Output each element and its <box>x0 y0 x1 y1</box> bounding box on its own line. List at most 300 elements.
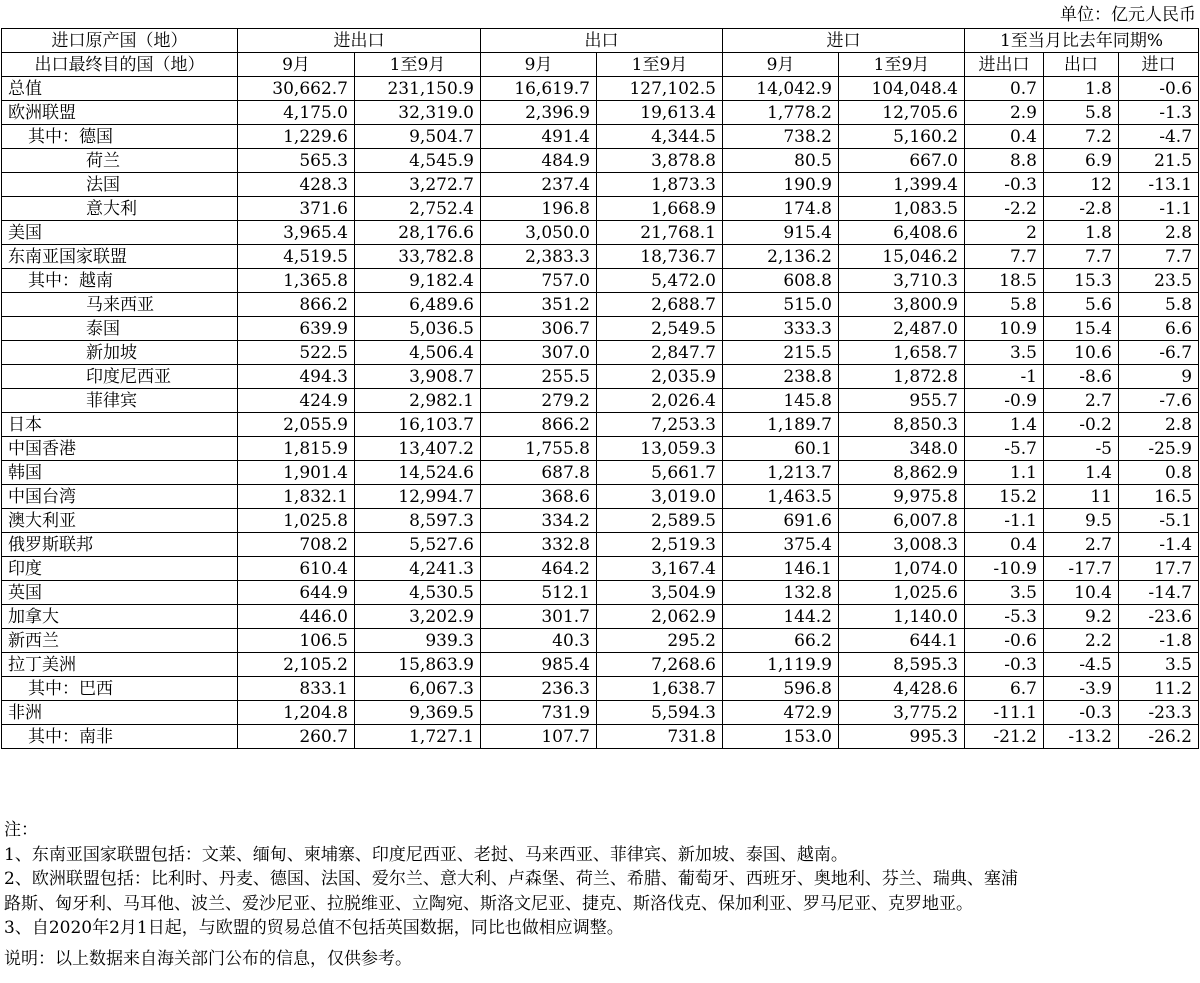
header-trade-ytd: 1至9月 <box>355 53 481 77</box>
cell-import-ytd: 1,658.7 <box>839 341 965 365</box>
cell-trade-ytd: 4,241.3 <box>355 557 481 581</box>
cell-yoy-import: 2.8 <box>1119 413 1199 437</box>
table-row <box>2 413 1199 437</box>
header-group-yoy: 1至当月比去年同期% <box>965 29 1199 53</box>
table-row <box>2 365 1199 389</box>
cell-yoy-import: -14.7 <box>1119 581 1199 605</box>
cell-yoy-import: 5.8 <box>1119 293 1199 317</box>
cell-import-sep: 2,136.2 <box>723 245 839 269</box>
cell-import-sep: 1,463.5 <box>723 485 839 509</box>
cell-yoy-import: -25.9 <box>1119 437 1199 461</box>
cell-trade-ytd: 32,319.0 <box>355 101 481 125</box>
cell-import-sep: 215.5 <box>723 341 839 365</box>
cell-yoy-export: -8.6 <box>1044 365 1119 389</box>
cell-trade-sep: 4,175.0 <box>238 101 355 125</box>
cell-yoy-trade: 18.5 <box>965 269 1044 293</box>
cell-yoy-trade: -5.7 <box>965 437 1044 461</box>
cell-export-ytd: 2,062.9 <box>597 605 723 629</box>
cell-trade-ytd: 15,863.9 <box>355 653 481 677</box>
cell-export-ytd: 731.8 <box>597 725 723 749</box>
cell-trade-ytd: 2,752.4 <box>355 197 481 221</box>
cell-export-sep: 731.9 <box>481 701 597 725</box>
cell-yoy-export: -13.2 <box>1044 725 1119 749</box>
table-row <box>2 173 1199 197</box>
header-import-sep: 9月 <box>723 53 839 77</box>
cell-export-ytd: 3,167.4 <box>597 557 723 581</box>
cell-import-ytd: 1,083.5 <box>839 197 965 221</box>
cell-import-sep: 153.0 <box>723 725 839 749</box>
cell-export-sep: 2,396.9 <box>481 101 597 125</box>
row-label: 英国 <box>2 581 238 605</box>
cell-trade-sep: 1,815.9 <box>238 437 355 461</box>
cell-export-sep: 255.5 <box>481 365 597 389</box>
header-yoy-export: 出口 <box>1044 53 1119 77</box>
table-row <box>2 293 1199 317</box>
cell-import-ytd: 6,408.6 <box>839 221 965 245</box>
cell-import-ytd: 348.0 <box>839 437 965 461</box>
header-group-trade: 进出口 <box>238 29 481 53</box>
cell-yoy-export: 7.2 <box>1044 125 1119 149</box>
cell-yoy-export: 10.6 <box>1044 341 1119 365</box>
cell-yoy-import: 0.8 <box>1119 461 1199 485</box>
cell-yoy-export: 9.5 <box>1044 509 1119 533</box>
cell-trade-sep: 371.6 <box>238 197 355 221</box>
cell-yoy-import: -13.1 <box>1119 173 1199 197</box>
note-2-line-1: 2、欧洲联盟包括：比利时、丹麦、德国、法国、爱尔兰、意大利、卢森堡、荷兰、希腊、葡萄牙、西班牙、奥地利、芬兰、瑞典、塞浦 <box>4 869 1018 889</box>
header-row-subcolumns <box>2 53 1199 77</box>
source-note: 说明：以上数据来自海关部门公布的信息，仅供参考。 <box>4 948 412 969</box>
cell-export-sep: 1,755.8 <box>481 437 597 461</box>
cell-trade-sep: 644.9 <box>238 581 355 605</box>
row-label: 日本 <box>2 413 238 437</box>
cell-trade-ytd: 33,782.8 <box>355 245 481 269</box>
cell-yoy-trade: -0.3 <box>965 653 1044 677</box>
table-row <box>2 149 1199 173</box>
cell-import-ytd: 15,046.2 <box>839 245 965 269</box>
table-row <box>2 509 1199 533</box>
cell-import-ytd: 12,705.6 <box>839 101 965 125</box>
table-row <box>2 437 1199 461</box>
cell-import-sep: 1,778.2 <box>723 101 839 125</box>
cell-yoy-export: 7.7 <box>1044 245 1119 269</box>
cell-yoy-trade: -10.9 <box>965 557 1044 581</box>
table-row <box>2 725 1199 749</box>
cell-export-ytd: 7,268.6 <box>597 653 723 677</box>
cell-trade-sep: 1,025.8 <box>238 509 355 533</box>
cell-trade-ytd: 2,982.1 <box>355 389 481 413</box>
cell-import-sep: 596.8 <box>723 677 839 701</box>
cell-trade-sep: 1,229.6 <box>238 125 355 149</box>
cell-export-ytd: 295.2 <box>597 629 723 653</box>
cell-import-ytd: 995.3 <box>839 725 965 749</box>
table-row <box>2 269 1199 293</box>
cell-export-sep: 368.6 <box>481 485 597 509</box>
header-trade-sep: 9月 <box>238 53 355 77</box>
table-row <box>2 125 1199 149</box>
cell-export-sep: 306.7 <box>481 317 597 341</box>
table-row <box>2 245 1199 269</box>
cell-trade-ytd: 231,150.9 <box>355 77 481 101</box>
cell-trade-ytd: 16,103.7 <box>355 413 481 437</box>
cell-yoy-trade: 7.7 <box>965 245 1044 269</box>
cell-export-sep: 16,619.7 <box>481 77 597 101</box>
notes-title: 注： <box>4 820 38 840</box>
cell-import-ytd: 667.0 <box>839 149 965 173</box>
cell-yoy-export: 11 <box>1044 485 1119 509</box>
cell-export-ytd: 13,059.3 <box>597 437 723 461</box>
cell-trade-ytd: 8,597.3 <box>355 509 481 533</box>
cell-yoy-import: -1.4 <box>1119 533 1199 557</box>
cell-yoy-export: 2.2 <box>1044 629 1119 653</box>
cell-yoy-trade: 15.2 <box>965 485 1044 509</box>
cell-export-ytd: 5,594.3 <box>597 701 723 725</box>
cell-yoy-import: -23.6 <box>1119 605 1199 629</box>
cell-import-ytd: 3,775.2 <box>839 701 965 725</box>
cell-yoy-import: 7.7 <box>1119 245 1199 269</box>
cell-trade-ytd: 9,369.5 <box>355 701 481 725</box>
cell-yoy-export: 5.6 <box>1044 293 1119 317</box>
row-label: 其中：巴西 <box>2 677 238 701</box>
cell-import-ytd: 8,862.9 <box>839 461 965 485</box>
cell-yoy-export: 5.8 <box>1044 101 1119 125</box>
cell-yoy-export: 9.2 <box>1044 605 1119 629</box>
cell-trade-sep: 866.2 <box>238 293 355 317</box>
cell-yoy-trade: -2.2 <box>965 197 1044 221</box>
row-label: 其中：越南 <box>2 269 238 293</box>
cell-export-ytd: 3,019.0 <box>597 485 723 509</box>
cell-trade-ytd: 3,272.7 <box>355 173 481 197</box>
cell-export-sep: 3,050.0 <box>481 221 597 245</box>
cell-yoy-export: 12 <box>1044 173 1119 197</box>
cell-import-ytd: 1,399.4 <box>839 173 965 197</box>
cell-yoy-import: -26.2 <box>1119 725 1199 749</box>
row-label: 澳大利亚 <box>2 509 238 533</box>
cell-export-sep: 985.4 <box>481 653 597 677</box>
cell-yoy-trade: 8.8 <box>965 149 1044 173</box>
cell-trade-ytd: 3,202.9 <box>355 605 481 629</box>
cell-import-sep: 132.8 <box>723 581 839 605</box>
row-label: 其中：南非 <box>2 725 238 749</box>
cell-yoy-trade: 1.4 <box>965 413 1044 437</box>
cell-yoy-trade: -21.2 <box>965 725 1044 749</box>
cell-yoy-import: 9 <box>1119 365 1199 389</box>
cell-trade-sep: 30,662.7 <box>238 77 355 101</box>
cell-import-sep: 333.3 <box>723 317 839 341</box>
cell-import-sep: 14,042.9 <box>723 77 839 101</box>
cell-yoy-import: -1.1 <box>1119 197 1199 221</box>
cell-import-sep: 60.1 <box>723 437 839 461</box>
cell-trade-ytd: 14,524.6 <box>355 461 481 485</box>
cell-yoy-trade: 5.8 <box>965 293 1044 317</box>
cell-import-ytd: 1,074.0 <box>839 557 965 581</box>
table-row <box>2 605 1199 629</box>
table-row <box>2 317 1199 341</box>
table-row <box>2 77 1199 101</box>
cell-import-sep: 915.4 <box>723 221 839 245</box>
cell-trade-sep: 260.7 <box>238 725 355 749</box>
cell-import-sep: 66.2 <box>723 629 839 653</box>
cell-trade-sep: 565.3 <box>238 149 355 173</box>
row-label: 印度 <box>2 557 238 581</box>
cell-import-sep: 145.8 <box>723 389 839 413</box>
cell-yoy-trade: 0.4 <box>965 125 1044 149</box>
cell-export-ytd: 3,878.8 <box>597 149 723 173</box>
row-label: 新加坡 <box>2 341 238 365</box>
cell-export-ytd: 19,613.4 <box>597 101 723 125</box>
cell-import-ytd: 1,025.6 <box>839 581 965 605</box>
row-label: 新西兰 <box>2 629 238 653</box>
cell-export-sep: 237.4 <box>481 173 597 197</box>
cell-export-ytd: 2,549.5 <box>597 317 723 341</box>
cell-yoy-import: -1.3 <box>1119 101 1199 125</box>
cell-trade-sep: 1,832.1 <box>238 485 355 509</box>
cell-import-sep: 691.6 <box>723 509 839 533</box>
row-label: 中国香港 <box>2 437 238 461</box>
cell-import-ytd: 4,428.6 <box>839 677 965 701</box>
cell-trade-sep: 610.4 <box>238 557 355 581</box>
cell-trade-sep: 2,055.9 <box>238 413 355 437</box>
cell-trade-sep: 106.5 <box>238 629 355 653</box>
cell-trade-ytd: 9,182.4 <box>355 269 481 293</box>
cell-yoy-trade: 10.9 <box>965 317 1044 341</box>
cell-yoy-trade: 0.7 <box>965 77 1044 101</box>
trade-by-country-table <box>1 28 1199 749</box>
cell-export-ytd: 2,026.4 <box>597 389 723 413</box>
note-1: 1、东南亚国家联盟包括：文莱、缅甸、柬埔寨、印度尼西亚、老挝、马来西亚、菲律宾、新加坡、泰国、越南。 <box>4 844 848 865</box>
cell-import-sep: 515.0 <box>723 293 839 317</box>
cell-yoy-export: -0.2 <box>1044 413 1119 437</box>
cell-yoy-import: -0.6 <box>1119 77 1199 101</box>
cell-trade-sep: 1,365.8 <box>238 269 355 293</box>
cell-trade-sep: 522.5 <box>238 341 355 365</box>
table-row <box>2 557 1199 581</box>
cell-import-ytd: 644.1 <box>839 629 965 653</box>
row-label: 拉丁美洲 <box>2 653 238 677</box>
notes-section <box>4 818 1196 971</box>
cell-export-ytd: 1,638.7 <box>597 677 723 701</box>
cell-yoy-export: 15.4 <box>1044 317 1119 341</box>
cell-export-sep: 301.7 <box>481 605 597 629</box>
cell-yoy-export: 1.4 <box>1044 461 1119 485</box>
cell-import-sep: 608.8 <box>723 269 839 293</box>
cell-yoy-trade: -5.3 <box>965 605 1044 629</box>
cell-import-sep: 472.9 <box>723 701 839 725</box>
cell-export-sep: 866.2 <box>481 413 597 437</box>
row-label: 加拿大 <box>2 605 238 629</box>
cell-export-ytd: 2,847.7 <box>597 341 723 365</box>
row-label: 荷兰 <box>2 149 238 173</box>
table-body <box>2 29 1199 749</box>
cell-yoy-trade: 3.5 <box>965 581 1044 605</box>
cell-import-sep: 738.2 <box>723 125 839 149</box>
cell-import-ytd: 2,487.0 <box>839 317 965 341</box>
cell-trade-ytd: 5,036.5 <box>355 317 481 341</box>
cell-export-sep: 687.8 <box>481 461 597 485</box>
cell-yoy-trade: 2.9 <box>965 101 1044 125</box>
table-row <box>2 701 1199 725</box>
table-row <box>2 221 1199 245</box>
cell-yoy-export: -3.9 <box>1044 677 1119 701</box>
row-label: 泰国 <box>2 317 238 341</box>
header-group-export: 出口 <box>481 29 723 53</box>
cell-yoy-import: -4.7 <box>1119 125 1199 149</box>
row-label: 马来西亚 <box>2 293 238 317</box>
table-row <box>2 341 1199 365</box>
table-row <box>2 629 1199 653</box>
header-group-import: 进口 <box>723 29 965 53</box>
cell-export-sep: 332.8 <box>481 533 597 557</box>
cell-trade-ytd: 28,176.6 <box>355 221 481 245</box>
cell-import-sep: 375.4 <box>723 533 839 557</box>
cell-yoy-export: 15.3 <box>1044 269 1119 293</box>
cell-import-ytd: 1,140.0 <box>839 605 965 629</box>
cell-export-ytd: 7,253.3 <box>597 413 723 437</box>
cell-export-ytd: 2,035.9 <box>597 365 723 389</box>
cell-export-sep: 757.0 <box>481 269 597 293</box>
cell-trade-sep: 446.0 <box>238 605 355 629</box>
cell-import-ytd: 5,160.2 <box>839 125 965 149</box>
row-label: 其中：德国 <box>2 125 238 149</box>
row-label: 菲律宾 <box>2 389 238 413</box>
cell-yoy-import: 23.5 <box>1119 269 1199 293</box>
cell-export-ytd: 21,768.1 <box>597 221 723 245</box>
cell-export-sep: 236.3 <box>481 677 597 701</box>
cell-yoy-import: 3.5 <box>1119 653 1199 677</box>
cell-import-ytd: 3,710.3 <box>839 269 965 293</box>
header-export-ytd: 1至9月 <box>597 53 723 77</box>
cell-export-sep: 464.2 <box>481 557 597 581</box>
cell-export-sep: 2,383.3 <box>481 245 597 269</box>
cell-export-ytd: 2,519.3 <box>597 533 723 557</box>
cell-export-sep: 484.9 <box>481 149 597 173</box>
cell-export-ytd: 2,589.5 <box>597 509 723 533</box>
cell-export-ytd: 18,736.7 <box>597 245 723 269</box>
cell-yoy-export: -4.5 <box>1044 653 1119 677</box>
cell-trade-sep: 2,105.2 <box>238 653 355 677</box>
cell-import-ytd: 104,048.4 <box>839 77 965 101</box>
table-row <box>2 581 1199 605</box>
cell-yoy-trade: -0.9 <box>965 389 1044 413</box>
row-label: 欧洲联盟 <box>2 101 238 125</box>
row-label: 意大利 <box>2 197 238 221</box>
cell-export-ytd: 4,344.5 <box>597 125 723 149</box>
cell-import-ytd: 9,975.8 <box>839 485 965 509</box>
cell-export-ytd: 5,661.7 <box>597 461 723 485</box>
cell-import-sep: 146.1 <box>723 557 839 581</box>
cell-import-ytd: 8,595.3 <box>839 653 965 677</box>
cell-yoy-export: 2.7 <box>1044 389 1119 413</box>
table-row <box>2 197 1199 221</box>
cell-trade-ytd: 3,908.7 <box>355 365 481 389</box>
cell-yoy-trade: -1 <box>965 365 1044 389</box>
table-row <box>2 101 1199 125</box>
header-export-sep: 9月 <box>481 53 597 77</box>
row-label: 中国台湾 <box>2 485 238 509</box>
cell-export-ytd: 5,472.0 <box>597 269 723 293</box>
cell-trade-sep: 833.1 <box>238 677 355 701</box>
cell-export-ytd: 127,102.5 <box>597 77 723 101</box>
cell-import-sep: 174.8 <box>723 197 839 221</box>
cell-import-ytd: 1,872.8 <box>839 365 965 389</box>
cell-export-sep: 512.1 <box>481 581 597 605</box>
cell-trade-sep: 1,901.4 <box>238 461 355 485</box>
table-row <box>2 653 1199 677</box>
table-row <box>2 533 1199 557</box>
cell-yoy-trade: 3.5 <box>965 341 1044 365</box>
cell-yoy-trade: -11.1 <box>965 701 1044 725</box>
cell-yoy-import: 6.6 <box>1119 317 1199 341</box>
header-origin-label: 进口原产国（地） <box>2 29 238 53</box>
table-row <box>2 389 1199 413</box>
cell-trade-ytd: 6,489.6 <box>355 293 481 317</box>
cell-yoy-trade: 0.4 <box>965 533 1044 557</box>
cell-yoy-import: 16.5 <box>1119 485 1199 509</box>
cell-yoy-export: -17.7 <box>1044 557 1119 581</box>
cell-import-sep: 1,189.7 <box>723 413 839 437</box>
cell-import-sep: 238.8 <box>723 365 839 389</box>
cell-yoy-import: -23.3 <box>1119 701 1199 725</box>
cell-trade-sep: 708.2 <box>238 533 355 557</box>
cell-yoy-trade: 6.7 <box>965 677 1044 701</box>
cell-yoy-export: 6.9 <box>1044 149 1119 173</box>
cell-trade-ytd: 12,994.7 <box>355 485 481 509</box>
cell-trade-ytd: 6,067.3 <box>355 677 481 701</box>
row-label: 美国 <box>2 221 238 245</box>
cell-import-ytd: 3,800.9 <box>839 293 965 317</box>
row-label: 印度尼西亚 <box>2 365 238 389</box>
cell-trade-ytd: 4,506.4 <box>355 341 481 365</box>
cell-yoy-export: 10.4 <box>1044 581 1119 605</box>
cell-trade-sep: 424.9 <box>238 389 355 413</box>
cell-yoy-export: 1.8 <box>1044 221 1119 245</box>
cell-export-sep: 334.2 <box>481 509 597 533</box>
header-yoy-import: 进口 <box>1119 53 1199 77</box>
cell-trade-ytd: 1,727.1 <box>355 725 481 749</box>
header-dest-label: 出口最终目的国（地） <box>2 53 238 77</box>
cell-yoy-import: -5.1 <box>1119 509 1199 533</box>
cell-import-ytd: 955.7 <box>839 389 965 413</box>
cell-yoy-import: 2.8 <box>1119 221 1199 245</box>
header-import-ytd: 1至9月 <box>839 53 965 77</box>
cell-yoy-trade: -0.6 <box>965 629 1044 653</box>
cell-export-sep: 351.2 <box>481 293 597 317</box>
cell-import-sep: 1,119.9 <box>723 653 839 677</box>
row-label: 非洲 <box>2 701 238 725</box>
cell-yoy-export: -0.3 <box>1044 701 1119 725</box>
table-row <box>2 461 1199 485</box>
cell-trade-ytd: 9,504.7 <box>355 125 481 149</box>
cell-trade-ytd: 4,545.9 <box>355 149 481 173</box>
cell-yoy-import: -1.8 <box>1119 629 1199 653</box>
row-label: 俄罗斯联邦 <box>2 533 238 557</box>
cell-import-sep: 190.9 <box>723 173 839 197</box>
row-label: 法国 <box>2 173 238 197</box>
cell-export-sep: 279.2 <box>481 389 597 413</box>
cell-yoy-import: 11.2 <box>1119 677 1199 701</box>
cell-import-ytd: 3,008.3 <box>839 533 965 557</box>
cell-trade-ytd: 5,527.6 <box>355 533 481 557</box>
table-row <box>2 485 1199 509</box>
cell-trade-ytd: 13,407.2 <box>355 437 481 461</box>
cell-import-ytd: 6,007.8 <box>839 509 965 533</box>
cell-import-sep: 144.2 <box>723 605 839 629</box>
cell-yoy-export: 2.7 <box>1044 533 1119 557</box>
cell-yoy-export: 1.8 <box>1044 77 1119 101</box>
cell-import-sep: 80.5 <box>723 149 839 173</box>
cell-trade-sep: 494.3 <box>238 365 355 389</box>
cell-export-ytd: 2,688.7 <box>597 293 723 317</box>
cell-yoy-trade: -0.3 <box>965 173 1044 197</box>
